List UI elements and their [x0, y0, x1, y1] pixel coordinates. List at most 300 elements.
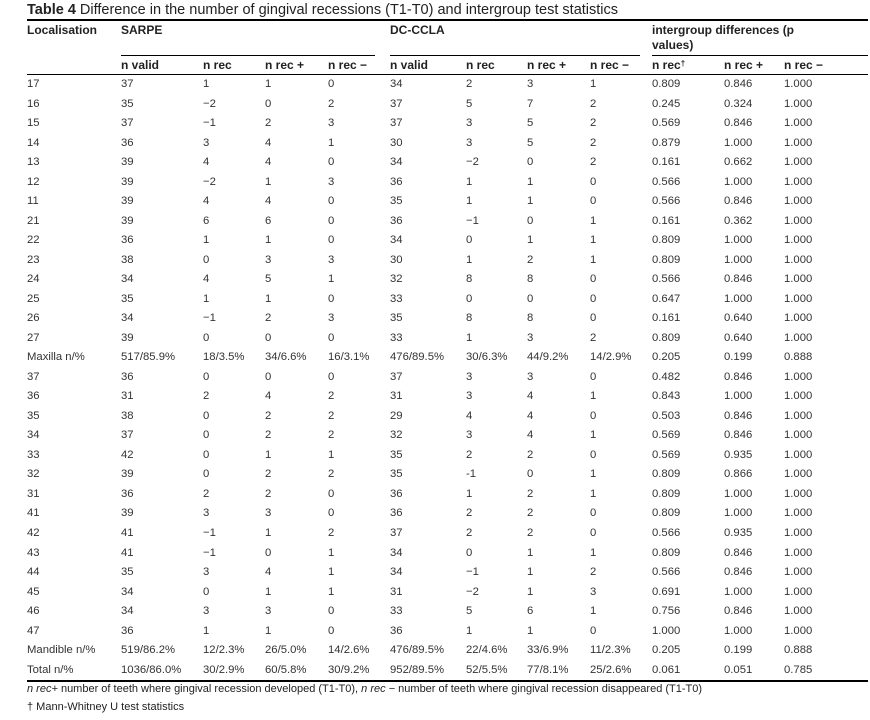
table-cell: 0.809	[652, 253, 681, 266]
table-cell: 0.324	[724, 97, 753, 110]
table-cell: 2	[328, 390, 335, 403]
table-cell: 2	[466, 507, 473, 520]
row-label: 25	[27, 292, 40, 305]
table-cell: 1	[466, 253, 473, 266]
table-cell: 1.000	[784, 487, 813, 500]
column-header-dcccla-n-valid	[390, 58, 428, 73]
table-cell: 16/3.1%	[328, 351, 370, 364]
row-label: 44	[27, 566, 40, 578]
table-cell: 18/3.5%	[203, 351, 245, 364]
table-cell: 1	[265, 448, 272, 461]
table-cell: 1	[466, 624, 473, 637]
table-cell: 3	[466, 370, 473, 383]
table-cell: 30/6.3%	[466, 351, 508, 364]
table-cell: 37	[390, 97, 403, 110]
table-cell: 0	[203, 468, 210, 481]
table-cell: −1	[203, 117, 216, 129]
footnote-def-nrec-plus: number of teeth where gingival recession developed (T1-T0),	[57, 683, 362, 695]
table-cell: 1.000	[784, 546, 813, 559]
row-label: 32	[27, 468, 40, 481]
table-cell: 39	[121, 468, 134, 481]
table-cell: 38	[121, 409, 134, 422]
table-cell: 476/89.5%	[390, 351, 445, 364]
table-cell: 517/85.9%	[121, 351, 176, 364]
table-cell: 1.000	[784, 175, 813, 188]
table-cell: 7	[527, 97, 534, 110]
table-cell: −2	[203, 175, 216, 188]
table-cell: 52/5.5%	[466, 663, 508, 676]
table-cell: 34	[390, 566, 403, 578]
column-header-label: n rec −	[784, 58, 824, 72]
table-cell: 31	[121, 390, 134, 403]
table-cell: 36	[390, 175, 403, 188]
table-cell: 0.161	[652, 312, 681, 325]
row-label: Mandible n/%	[27, 644, 96, 657]
table-cell: 0.809	[652, 507, 681, 520]
table-cell: −2	[203, 97, 216, 110]
table-cell: 1	[527, 175, 534, 188]
table-cell: 0.809	[652, 468, 681, 481]
table-cell: 1.000	[784, 448, 813, 461]
table-cell: 1	[590, 605, 597, 617]
table-cell: 35	[121, 292, 134, 305]
table-cell: 0.846	[724, 273, 753, 286]
table-cell: 2	[265, 409, 272, 422]
column-header-dcccla-n-rec-minus	[590, 58, 629, 73]
column-header-label: n valid	[121, 58, 160, 72]
table-cell: 0.199	[724, 351, 753, 364]
table-cell: 0.566	[652, 566, 681, 578]
table-cell: 0	[590, 409, 597, 422]
table-cell: 34	[121, 585, 134, 598]
table-cell: 37	[390, 527, 403, 539]
table-cell: 2	[328, 409, 335, 422]
table-cell: 0.640	[724, 331, 753, 344]
table-cell: 0	[590, 312, 597, 325]
table-cell: 0.205	[652, 351, 681, 364]
table-cell: 39	[121, 175, 134, 188]
table-cell: 0.566	[652, 195, 681, 208]
table-cell: 6	[527, 605, 534, 617]
row-label: 37	[27, 370, 40, 383]
table-cell: 4	[265, 390, 272, 403]
table-cell: 39	[121, 507, 134, 520]
table-cell: 3	[527, 78, 534, 90]
table-cell: 29	[390, 409, 403, 422]
table-cell: 14/2.9%	[590, 351, 632, 364]
table-cell: 1	[328, 136, 335, 149]
table-cell: 31	[390, 390, 403, 403]
table-cell: 1.000	[784, 370, 813, 383]
table-cell: 1	[527, 195, 534, 208]
table-cell: 30/2.9%	[203, 663, 245, 676]
top-rule	[27, 19, 868, 21]
table-cell: 0	[265, 546, 272, 559]
table-cell: 2	[590, 156, 597, 169]
table-cell: 2	[466, 448, 473, 461]
row-label: 26	[27, 312, 40, 325]
table-cell: 33	[390, 331, 403, 344]
table-cell: 8	[466, 312, 473, 325]
table-cell: 1	[265, 78, 272, 90]
table-cell: 1.000	[784, 468, 813, 481]
table-cell: 4	[527, 390, 534, 403]
table-cell: 41	[121, 527, 134, 539]
row-label: 27	[27, 331, 40, 344]
group-rule-dcccla	[390, 55, 640, 56]
table-cell: 1	[328, 566, 335, 578]
table-cell: 0	[328, 624, 335, 637]
table-cell: 4	[203, 156, 210, 169]
table-cell: 0	[590, 448, 597, 461]
table-cell: 0.843	[652, 390, 681, 403]
group-rule-sarpe	[121, 55, 375, 56]
column-header-label: n rec −	[590, 58, 630, 72]
table-cell: 37	[390, 117, 403, 129]
table-cell: 0	[328, 78, 335, 90]
table-cell: 1	[265, 527, 272, 539]
table-cell: 1	[265, 624, 272, 637]
table-cell: 0	[328, 605, 335, 617]
column-header-sarpe-n-valid	[121, 58, 159, 73]
table-cell: 26/5.0%	[265, 644, 307, 657]
table-cell: 2	[527, 507, 534, 520]
table-cell: 1	[328, 546, 335, 559]
table-cell: 0	[203, 331, 210, 344]
row-label: 12	[27, 175, 40, 188]
table-cell: 2	[590, 97, 597, 110]
table-cell: 2	[265, 312, 272, 325]
header-intergroup-line2: values)	[652, 38, 694, 52]
table-cell: 0	[527, 214, 534, 227]
table-cell: 476/89.5%	[390, 644, 445, 657]
table-cell: 2	[590, 331, 597, 344]
table-cell: 33	[390, 605, 403, 617]
table-cell: 0.566	[652, 527, 681, 539]
table-cell: 0.888	[784, 644, 813, 657]
table-cell: 2	[203, 487, 210, 500]
table-cell: 1036/86.0%	[121, 663, 182, 676]
table-cell: 4	[203, 195, 210, 208]
table-cell: 1.000	[784, 195, 813, 208]
table-cell: 1	[265, 292, 272, 305]
table-cell: 0.846	[724, 117, 753, 129]
table-cell: 0	[328, 234, 335, 247]
row-label: 22	[27, 234, 40, 247]
table-cell: 5	[527, 136, 534, 149]
table-cell: 1.000	[784, 78, 813, 90]
table-cell: 0.569	[652, 429, 681, 442]
table-cell: 25/2.6%	[590, 663, 632, 676]
table-cell: 0.640	[724, 312, 753, 325]
column-header-label: n rec +	[527, 58, 567, 72]
table-cell: 1.000	[784, 273, 813, 286]
table-cell: 0.205	[652, 644, 681, 657]
row-label: 43	[27, 546, 40, 559]
table-cell: 3	[265, 605, 272, 617]
table-cell: 36	[390, 487, 403, 500]
table-cell: 2	[527, 448, 534, 461]
table-cell: 0	[203, 370, 210, 383]
column-header-label: n rec +	[265, 58, 305, 72]
table-cell: 0	[590, 527, 597, 539]
table-cell: 0	[203, 585, 210, 598]
table-cell: 1.000	[724, 585, 753, 598]
table-cell: 1.000	[724, 292, 753, 305]
table-cell: 0.846	[724, 605, 753, 617]
footnote-term-nrec-plus: n rec+	[27, 683, 58, 695]
table-cell: 1	[590, 487, 597, 500]
table-cell: 1	[203, 624, 210, 637]
table-cell: 1.000	[784, 292, 813, 305]
column-header-label: n rec	[466, 58, 495, 72]
table-cell: 1	[466, 195, 473, 208]
table-cell: 34	[121, 312, 134, 325]
table-cell: 1.000	[724, 487, 753, 500]
table-title: Difference in the number of gingival recessions (T1-T0) and intergroup test statistics	[79, 2, 619, 18]
table-cell: 1	[466, 487, 473, 500]
table-cell: 1	[527, 234, 534, 247]
dagger-mark: †	[680, 59, 686, 68]
table-cell: 0.846	[724, 370, 753, 383]
table-cell: 2	[328, 429, 335, 442]
table-cell: 0.846	[724, 78, 753, 90]
table-cell: 2	[328, 468, 335, 481]
table-cell: 0.809	[652, 487, 681, 500]
header-group-dcccla: DC-CCLA	[390, 23, 445, 37]
table-cell: 36	[390, 214, 403, 227]
table-cell: 12/2.3%	[203, 644, 245, 657]
table-cell: 3	[328, 253, 335, 266]
table-cell: 0	[328, 487, 335, 500]
table-cell: 4	[527, 409, 534, 422]
table-cell: 4	[265, 195, 272, 208]
table-cell: 1.000	[724, 234, 753, 247]
table-cell: 34	[121, 605, 134, 617]
row-label: 31	[27, 487, 40, 500]
table-cell: 3	[527, 331, 534, 344]
table-cell: 0	[328, 195, 335, 208]
table-cell: 37	[121, 78, 134, 90]
table-cell: 0.866	[724, 468, 753, 481]
table-cell: 2	[527, 487, 534, 500]
table-cell: 0.809	[652, 234, 681, 247]
table-cell: 0.199	[724, 644, 753, 657]
table-cell: 14/2.6%	[328, 644, 370, 657]
table-cell: 1.000	[784, 409, 813, 422]
table-cell: 0	[527, 156, 534, 169]
footnote-dagger: † Mann-Whitney U test statistics	[27, 701, 185, 713]
table-cell: 36	[121, 487, 134, 500]
table-cell: 1	[265, 175, 272, 188]
table-cell: 0.879	[652, 136, 681, 149]
table-cell: 0.888	[784, 351, 813, 364]
footnote-term-nrec-minus: n rec −	[361, 683, 396, 695]
table-cell: 0.569	[652, 117, 681, 129]
table-cell: 1	[590, 390, 597, 403]
table-cell: 31	[390, 585, 403, 598]
table-cell: 0.161	[652, 214, 681, 227]
table-cell: 1	[590, 468, 597, 481]
row-label: 17	[27, 78, 40, 90]
table-cell: 0.846	[724, 409, 753, 422]
group-rule-intergroup	[652, 55, 868, 56]
table-cell: 2	[590, 117, 597, 129]
table-cell: 33	[390, 292, 403, 305]
row-label: 35	[27, 409, 40, 422]
table-cell: 39	[121, 331, 134, 344]
table-cell: 1.000	[724, 390, 753, 403]
column-header-label: n rec +	[724, 58, 764, 72]
table-cell: 36	[390, 624, 403, 637]
table-cell: 35	[390, 195, 403, 208]
row-label: Total n/%	[27, 663, 74, 676]
table-cell: 0.245	[652, 97, 681, 110]
table-cell: 0	[527, 468, 534, 481]
table-cell: 952/89.5%	[390, 663, 445, 676]
table-cell: 0.846	[724, 429, 753, 442]
table-cell: 4	[265, 136, 272, 149]
table-cell: 0	[590, 507, 597, 520]
table-cell: 1.000	[784, 390, 813, 403]
table-cell: −1	[203, 312, 216, 325]
table-cell: 3	[466, 429, 473, 442]
table-cell: 1.000	[784, 566, 813, 578]
table-cell: 5	[527, 117, 534, 129]
table-cell: 1	[466, 175, 473, 188]
table-cell: 35	[121, 566, 134, 578]
table-cell: 1	[466, 331, 473, 344]
table-cell: 2	[265, 468, 272, 481]
row-label: 14	[27, 136, 40, 149]
table-cell: 5	[265, 273, 272, 286]
row-label: 23	[27, 253, 40, 266]
table-cell: 3	[527, 370, 534, 383]
table-cell: 0.051	[724, 663, 753, 676]
table-cell: 0.566	[652, 273, 681, 286]
table-cell: 1	[203, 234, 210, 247]
table-cell: 0.569	[652, 448, 681, 461]
table-cell: 0.503	[652, 409, 681, 422]
table-cell: 37	[121, 429, 134, 442]
footnote-def-nrec-minus: number of teeth where gingival recession disappeared (T1-T0)	[395, 683, 703, 695]
row-label: 24	[27, 273, 40, 286]
table-cell: 3	[466, 117, 473, 129]
table-cell: 36	[390, 507, 403, 520]
table-cell: 1.000	[784, 429, 813, 442]
table-cell: 1	[328, 273, 335, 286]
table-cell: 35	[121, 97, 134, 110]
table-label: Table 4	[27, 2, 76, 18]
table-cell: 0	[265, 331, 272, 344]
table-cell: 0.756	[652, 605, 681, 617]
column-header-label: n rec −	[328, 58, 368, 72]
table-cell: 5	[466, 605, 473, 617]
table-cell: 4	[265, 156, 272, 169]
table-cell: 1.000	[784, 97, 813, 110]
table-cell: 32	[390, 273, 403, 286]
table-cell: 3	[265, 507, 272, 520]
table-cell: 2	[466, 527, 473, 539]
row-label: 11	[27, 195, 39, 208]
table-cell: 1.000	[784, 605, 813, 617]
table-cell: 0	[590, 273, 597, 286]
table-cell: 0.662	[724, 156, 753, 169]
table-cell: 1.000	[724, 507, 753, 520]
table-cell: 2	[590, 566, 597, 578]
table-cell: 36	[121, 624, 134, 637]
table-cell: 3	[328, 175, 335, 188]
row-label: 36	[27, 390, 40, 403]
table-cell: −1	[203, 546, 216, 559]
table-cell: 0.362	[724, 214, 753, 227]
table-cell: 2	[328, 97, 335, 110]
table-cell: -1	[466, 468, 477, 481]
table-cell: 0.647	[652, 292, 681, 305]
table-cell: 2	[203, 390, 210, 403]
table-cell: 1	[527, 585, 534, 598]
table-cell: 3	[203, 566, 210, 578]
table-cell: 1	[203, 78, 210, 90]
table-cell: 1	[590, 546, 597, 559]
table-cell: 2	[590, 136, 597, 149]
table-cell: 0	[203, 429, 210, 442]
table-cell: 34	[390, 156, 403, 169]
table-cell: 36	[121, 136, 134, 149]
table-cell: 0	[328, 156, 335, 169]
table-cell: 1	[590, 214, 597, 227]
table-cell: 1	[590, 253, 597, 266]
table-cell: 2	[265, 429, 272, 442]
table-cell: 30/9.2%	[328, 663, 370, 676]
table-cell: −1	[203, 527, 216, 539]
row-label: 13	[27, 156, 40, 169]
table-cell: 1.000	[784, 156, 813, 169]
table-cell: 0.691	[652, 585, 681, 598]
table-cell: 30	[390, 136, 403, 149]
table-cell: 0.935	[724, 448, 753, 461]
row-label: 34	[27, 429, 40, 442]
table-cell: 0	[203, 448, 210, 461]
table-cell: 0.809	[652, 546, 681, 559]
row-label: 16	[27, 97, 40, 110]
table-cell: 1	[265, 585, 272, 598]
table-cell: 2	[265, 487, 272, 500]
table-cell: 0.846	[724, 195, 753, 208]
table-cell: −2	[466, 585, 479, 598]
column-header-sarpe-n-rec-minus	[328, 58, 367, 73]
column-header-label: n valid	[390, 58, 429, 72]
table-cell: 1.000	[784, 117, 813, 129]
table-cell: 3	[466, 136, 473, 149]
table-cell: 37	[121, 117, 134, 129]
table-cell: 3	[328, 117, 335, 129]
table-cell: 1.000	[784, 312, 813, 325]
table-cell: 3	[265, 253, 272, 266]
table-cell: 11/2.3%	[590, 644, 631, 657]
table-cell: 39	[121, 195, 134, 208]
table-cell: 41	[121, 546, 134, 559]
table-cell: 1.000	[784, 507, 813, 520]
header-localisation: Localisation	[27, 23, 98, 37]
column-header-sarpe-n-rec	[203, 58, 232, 73]
table-cell: 0	[328, 292, 335, 305]
table-cell: 0	[328, 507, 335, 520]
table-cell: 0	[328, 214, 335, 227]
row-label: 33	[27, 448, 40, 461]
table-cell: 37	[390, 370, 403, 383]
table-cell: 0.482	[652, 370, 681, 383]
